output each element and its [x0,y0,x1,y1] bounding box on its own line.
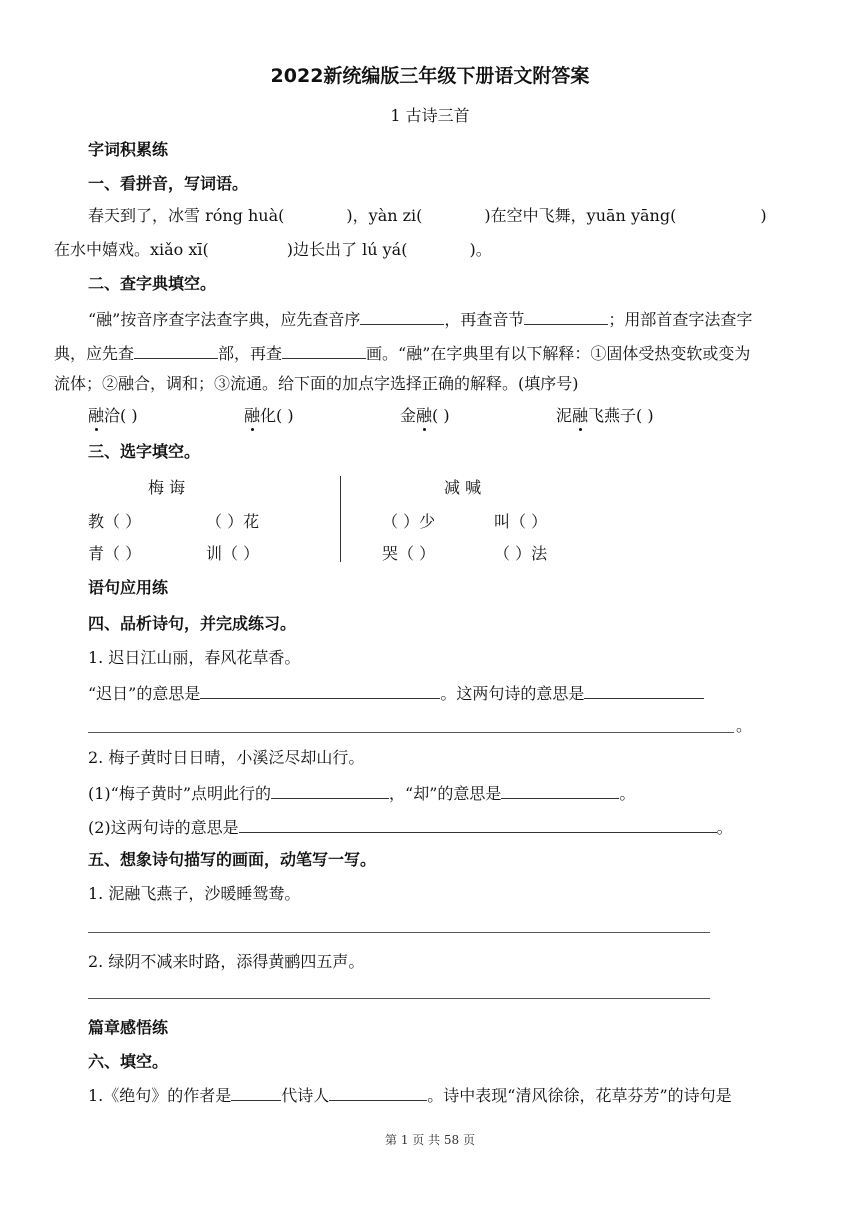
answer-blank[interactable] [239,816,717,833]
q4-text: 。 [619,784,636,803]
column-divider [340,476,341,562]
q6-line-1 [88,1084,732,1106]
answer-blank[interactable] [501,782,619,799]
q3-item: 哭（ ） [382,544,436,563]
word-rest: ( ) [432,406,450,425]
q4-text: (2)这两句诗的意思是 [88,818,239,837]
page-footer: 第 1 页 共 58 页 [385,1133,475,1147]
q3-left-chars: 梅 诲 [148,478,186,497]
q4-line-1 [88,682,704,704]
word-rest: 化( ) [260,406,294,425]
q2-word-3 [400,406,450,426]
q4-text: “迟日”的意思是 [88,684,201,703]
q2-line3: 流体；②融合，调和；③流通。给下面的加点字选择正确的解释。(填序号) [54,374,579,393]
q2-line2 [54,342,750,364]
answer-blank[interactable] [271,782,389,799]
section-heading-word-practice: 字词积累练 [88,140,169,159]
dotted-char: 融 [88,406,105,425]
q2-text: 部，再查 [218,344,283,363]
lesson-title: 1 古诗三首 [390,106,470,125]
q4-text: (1)“梅子黄时”点明此行的 [88,784,272,803]
q1-text: )在空中飞舞，yuān yāng( [484,206,677,225]
q6-text: 。诗中表现“清风徐徐，花草芬芳”的诗句是 [427,1086,732,1105]
answer-blank[interactable] [524,308,608,325]
q1-text: ) [760,206,767,225]
section-heading-sentence-practice: 语句应用练 [88,578,169,597]
q2-line1 [88,308,752,330]
answer-blank[interactable] [134,342,218,359]
answer-line[interactable] [88,732,734,733]
q2-text: 典，应先查 [54,344,135,363]
q5-heading: 五、想象诗句描写的画面，动笔写一写。 [88,850,377,869]
dotted-char: 融 [244,406,261,425]
q1-heading: 一、看拼音，写词语。 [88,174,249,193]
q2-word-4 [556,406,654,426]
q2-text: “融”按音序查字法查字典，应先查音序 [88,310,361,329]
dotted-char: 融 [416,406,433,425]
q2-word-2 [244,406,294,426]
q3-item: 青（ ） [88,544,142,563]
q3-heading: 三、选字填空。 [88,442,201,461]
dotted-char: 融 [572,406,589,425]
q1-line2 [54,240,492,260]
q1-text: )边长出了 lú yá( [286,240,408,259]
q2-heading: 二、查字典填空。 [88,274,217,293]
q3-item: 教（ ） [88,512,142,531]
q2-word-1 [88,406,138,426]
q5-item-2: 2. 绿阴不减来时路，添得黄鹂四五声。 [88,952,365,971]
q5-item-1: 1. 泥融飞燕子，沙暖睡鸳鸯。 [88,884,301,903]
section-heading-passage-practice: 篇章感悟练 [88,1018,169,1037]
q4-heading: 四、品析诗句，并完成练习。 [88,614,297,633]
answer-blank[interactable] [231,1084,281,1101]
word-rest: 洽( ) [104,406,138,425]
q1-line1 [88,206,767,226]
q4-text: 。 [716,818,733,837]
answer-blank[interactable] [360,308,444,325]
q1-text: )。 [469,240,492,259]
q1-text: 春天到了，冰雪 róng huà( [88,206,285,225]
q1-text: 在水中嬉戏。xiǎo xī( [54,240,209,259]
answer-line[interactable] [88,932,710,933]
q3-right-chars: 减 喊 [444,478,482,497]
q6-heading: 六、填空。 [88,1052,169,1071]
q1-text: )，yàn zi( [346,206,423,225]
answer-blank[interactable] [584,682,704,699]
poem-line-2: 2. 梅子黄时日日晴，小溪泛尽却山行。 [88,748,365,767]
q4-text: 。这两句诗的意思是 [440,684,585,703]
q3-item: （ ）花 [206,512,260,531]
q3-item: 叫（ ） [494,512,548,531]
q4-text: ，“却”的意思是 [389,784,502,803]
q4-line-2 [88,782,635,804]
answer-blank[interactable] [200,682,440,699]
q4-period: 。 [736,716,753,735]
q2-text: ，再查音节 [444,310,525,329]
q2-text: ；用部首查字法查字 [608,310,753,329]
word-pre: 泥 [556,406,573,425]
answer-blank[interactable] [329,1084,427,1101]
answer-blank[interactable] [282,342,366,359]
q6-text: 1.《绝句》的作者是 [88,1086,232,1105]
q2-text: 画。“融”在字典里有以下解释：①固体受热变软或变为 [366,344,751,363]
document-title: 2022新统编版三年级下册语文附答案 [270,65,590,87]
answer-line[interactable] [88,998,710,999]
q3-item: （ ）法 [494,544,548,563]
q3-item: （ ）少 [382,512,436,531]
q6-text: 代诗人 [281,1086,330,1105]
word-rest: 飞燕子( ) [588,406,654,425]
q3-item: 训（ ） [206,544,260,563]
q4-line-3 [88,816,733,838]
poem-line-1: 1. 迟日江山丽，春风花草香。 [88,648,301,667]
word-pre: 金 [400,406,417,425]
